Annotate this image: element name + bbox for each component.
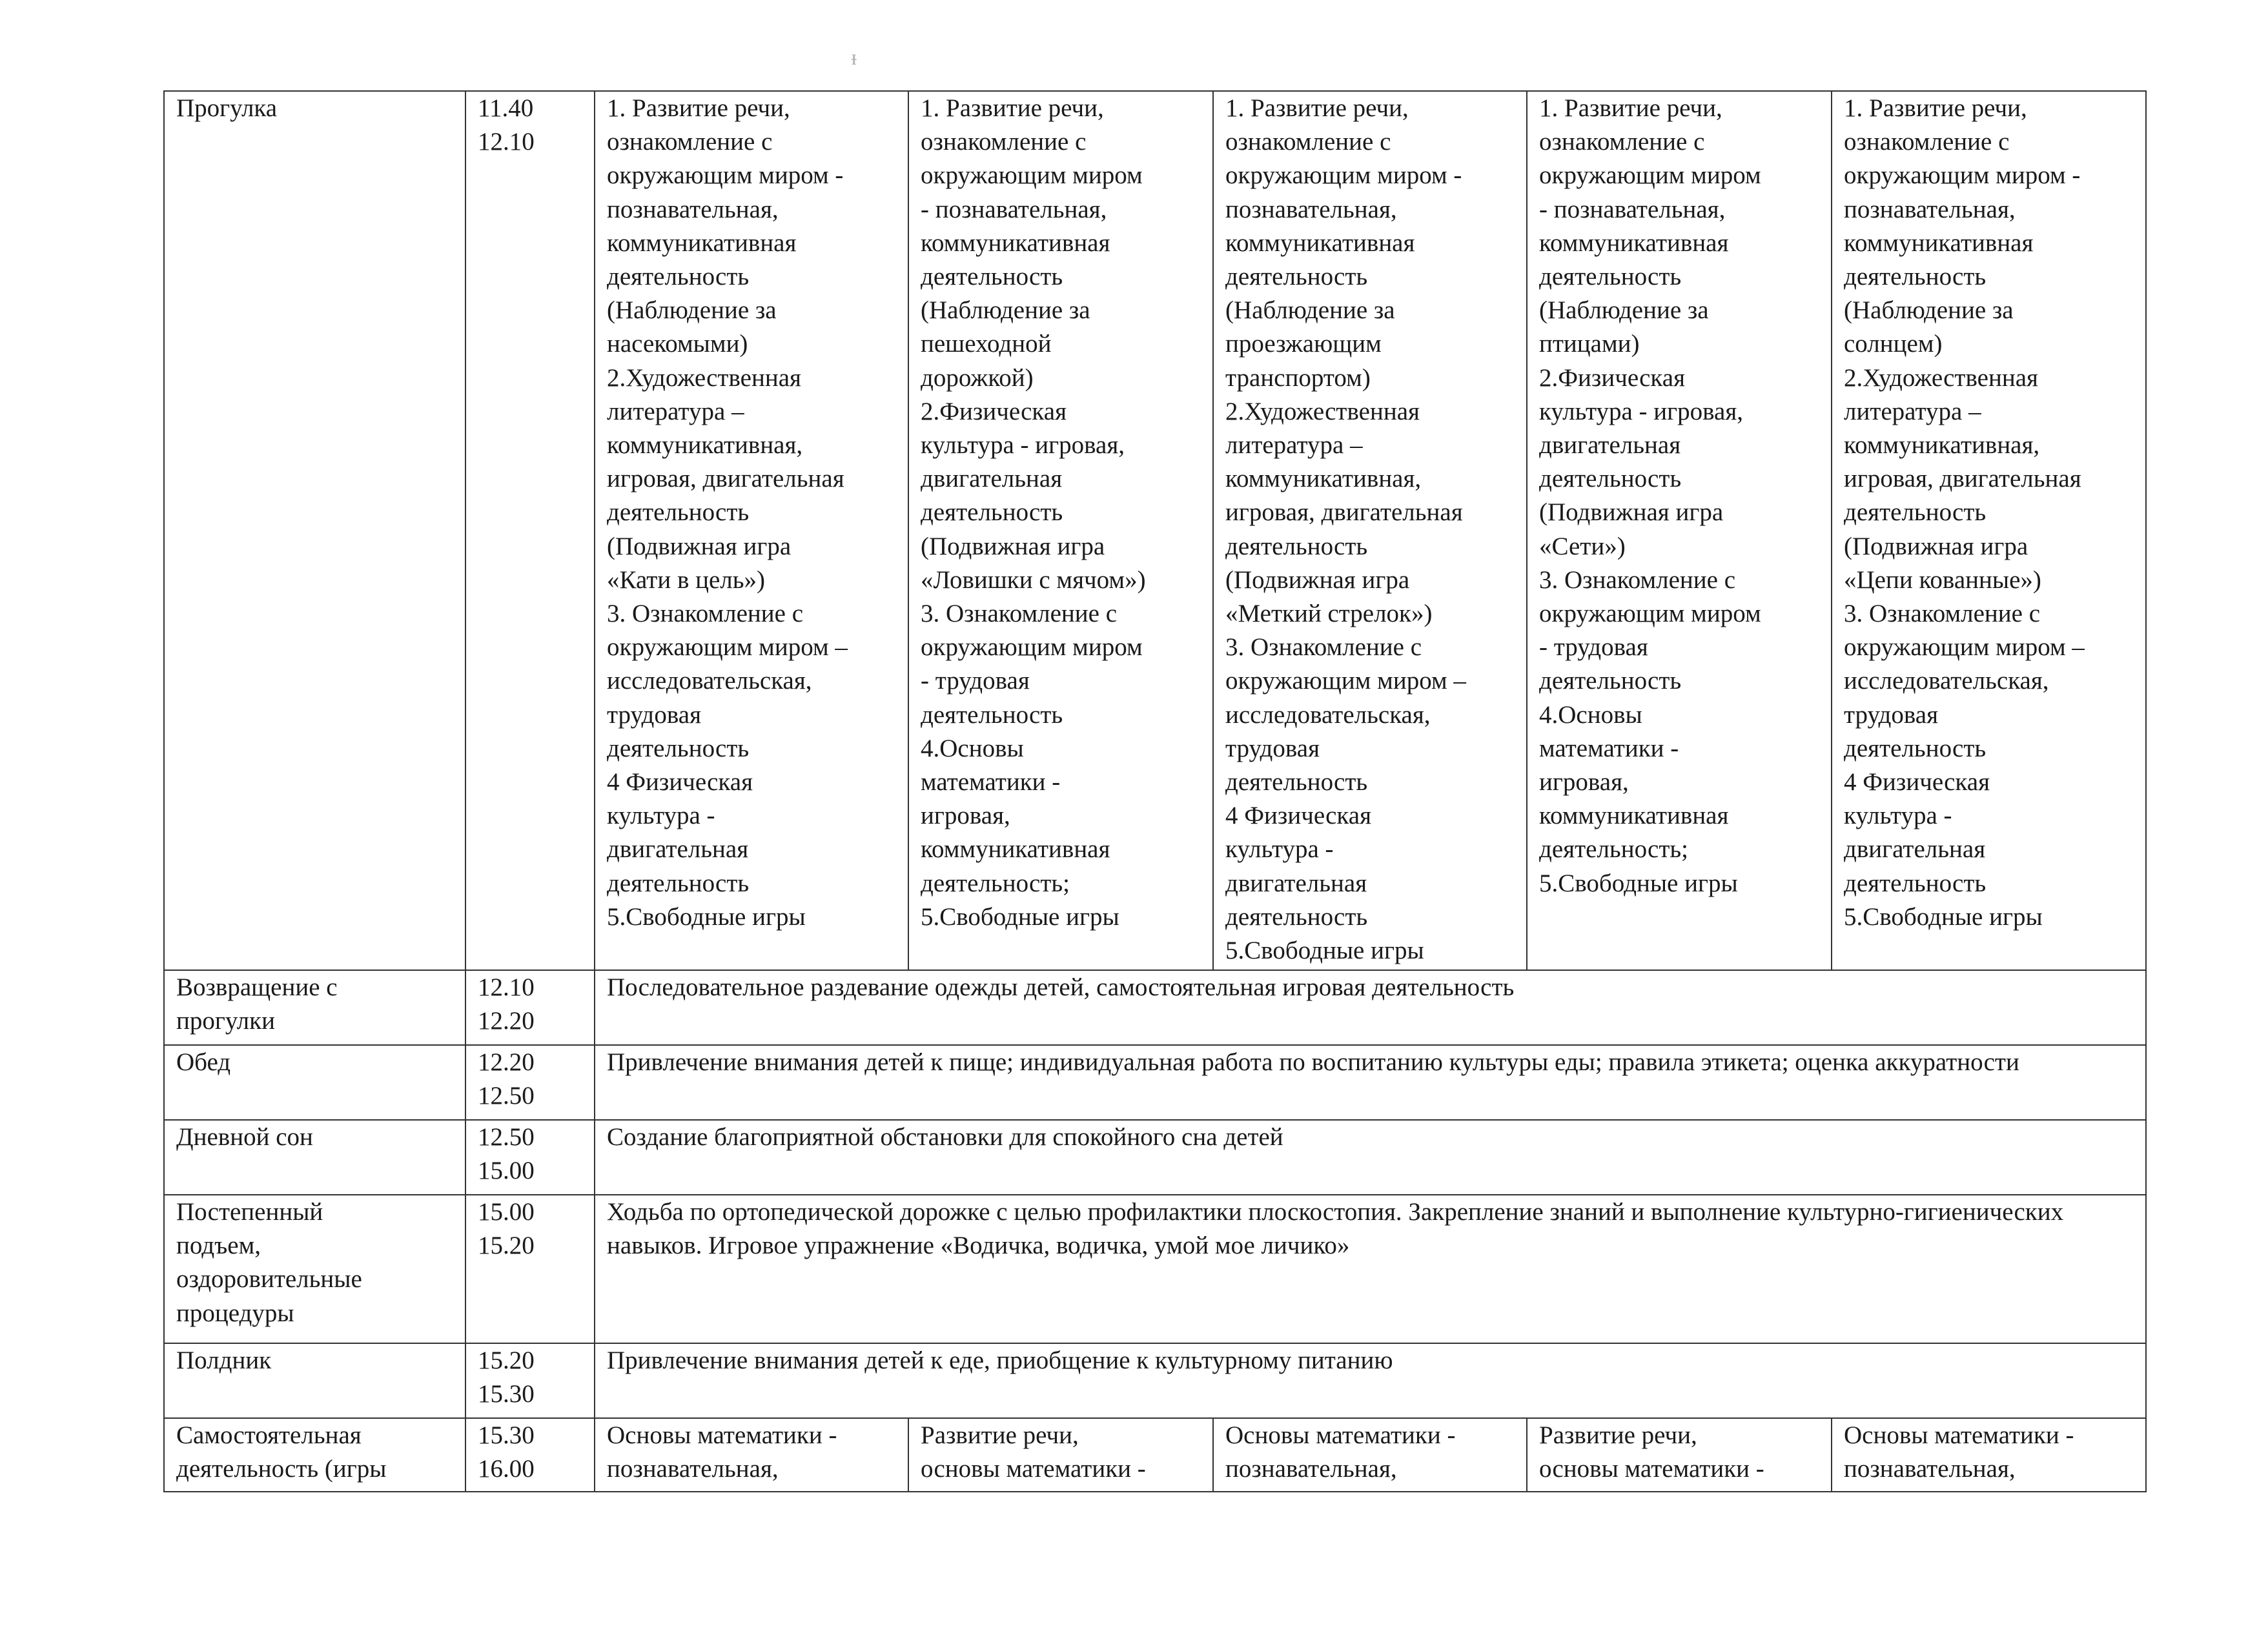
cell-text-line: 3. Ознакомление с xyxy=(1844,600,2041,628)
cell-text-line: 3. Ознакомление с xyxy=(607,600,804,628)
day-cell-1 xyxy=(595,91,908,970)
cell-text-line: - познавательная, xyxy=(1539,195,1726,223)
cell-text-line: 1. Развитие речи, xyxy=(921,94,1104,122)
cell-text-line: деятельность xyxy=(1539,263,1682,291)
cell-text-line: коммуникативная xyxy=(1844,228,2034,257)
cell-text-line: двигательная xyxy=(921,465,1063,493)
schedule-row-snack xyxy=(164,1343,2146,1418)
cell-text-line: коммуникативная xyxy=(921,228,1110,257)
cell-text-line: Развитие речи, xyxy=(1539,1421,1697,1449)
cell-text-line: коммуникативная, xyxy=(1844,431,2040,460)
cell-text-line: 2.Художественная xyxy=(1225,397,1420,425)
cell-text-line: 4.Основы xyxy=(1539,700,1642,729)
cell-text-line: (Подвижная игра xyxy=(1539,498,1724,527)
cell-text-line: литература – xyxy=(1844,397,1981,425)
cell-text-line: 1. Развитие речи, xyxy=(1225,94,1409,122)
activity-label-cell xyxy=(164,1343,465,1418)
cell-text-line: Постепенный xyxy=(176,1198,323,1226)
cell-text-line: двигательная xyxy=(1844,835,1986,864)
time-cell xyxy=(465,91,595,970)
cell-text-line: транспортом) xyxy=(1225,363,1371,392)
cell-text-line: окружающим миром xyxy=(1539,161,1761,190)
schedule-row-return xyxy=(164,970,2146,1045)
cell-text-line: познавательная, xyxy=(607,195,779,223)
cell-text-line: ознакомление с xyxy=(921,128,1087,156)
activity-label-cell xyxy=(164,1120,465,1195)
cell-text-line: литература – xyxy=(1225,431,1363,460)
cell-text-line: 3. Ознакомление с xyxy=(1225,633,1422,662)
cell-text-line: деятельность xyxy=(1844,263,1987,291)
cell-text-line: окружающим миром - xyxy=(1225,161,1462,190)
cell-text-line: (Подвижная игра xyxy=(921,532,1105,560)
cell-text-line: игровая, xyxy=(921,802,1010,830)
cell-text-line: деятельность xyxy=(1539,667,1682,695)
cell-text-line: познавательная, xyxy=(1225,195,1397,223)
cell-text-line: 2.Физическая xyxy=(921,397,1067,425)
cell-text-line: деятельность; xyxy=(921,869,1070,897)
cell-text-line: культура - xyxy=(1225,835,1334,864)
cell-text-line: 4 Физическая xyxy=(1844,768,1990,797)
time-start: 11.40 xyxy=(478,94,534,122)
cell-text-line: деятельность (игры xyxy=(176,1455,387,1483)
time-end: 15.30 xyxy=(478,1380,535,1408)
day-cell-3 xyxy=(1213,91,1527,970)
cell-text-line: насекомыми) xyxy=(607,330,748,358)
cell-text-line: исследовательская, xyxy=(607,667,812,695)
cell-text-line: деятельность xyxy=(1225,263,1368,291)
cell-text-line: Обед xyxy=(176,1048,231,1076)
cell-text-line: математики - xyxy=(921,768,1061,797)
time-end: 12.50 xyxy=(478,1082,535,1110)
cell-text-line: деятельность xyxy=(921,498,1063,527)
cell-text-line: оздоровительные xyxy=(176,1265,362,1294)
cell-text-line: подъем, xyxy=(176,1232,261,1260)
cell-text-line: 5.Свободные игры xyxy=(607,902,806,931)
cell-text-line: (Подвижная игра xyxy=(607,532,792,560)
cell-text-line: Самостоятельная xyxy=(176,1421,362,1449)
cell-text-line: основы математики - xyxy=(921,1455,1146,1483)
activity-label-cell xyxy=(164,91,465,970)
cell-text-line: (Наблюдение за xyxy=(921,296,1090,325)
cell-text-line: культура - xyxy=(1844,802,1952,830)
cell-text-line: деятельность xyxy=(1539,465,1682,493)
activity-label-cell xyxy=(164,1045,465,1120)
cell-text-line: культура - игровая, xyxy=(921,431,1125,460)
time-cell xyxy=(465,1120,595,1195)
schedule-row-sleep xyxy=(164,1120,2146,1195)
cell-text-line: деятельность xyxy=(1225,532,1368,560)
day-cell-2 xyxy=(908,1418,1213,1492)
cell-text-line: «Кати в цель») xyxy=(607,565,766,594)
description-cell xyxy=(595,1120,2146,1195)
cell-text-line: окружающим миром - xyxy=(607,161,844,190)
cell-text-line: (Наблюдение за xyxy=(1539,296,1709,325)
schedule-row-independent-activity xyxy=(164,1418,2146,1492)
cell-text-line: коммуникативная, xyxy=(1225,465,1422,493)
description-cell xyxy=(595,970,2146,1045)
schedule-row-wakeup xyxy=(164,1195,2146,1343)
cell-text-line: деятельность xyxy=(607,869,750,897)
time-cell xyxy=(465,970,595,1045)
cell-text-line: игровая, двигательная xyxy=(1844,465,2081,493)
time-start: 15.00 xyxy=(478,1198,535,1226)
time-end: 12.20 xyxy=(478,1007,535,1035)
cell-text-line: деятельность xyxy=(1844,734,1987,762)
activity-description: Создание благоприятной обстановки для спокойного сна детей xyxy=(607,1123,1283,1151)
cell-text-line: пешеходной xyxy=(921,330,1052,358)
time-end: 15.00 xyxy=(478,1157,535,1185)
cell-text-line: литература – xyxy=(607,397,744,425)
cell-text-line: окружающим миром xyxy=(1539,600,1761,628)
cell-text-line: окружающим миром – xyxy=(607,633,848,662)
cell-text-line: 1. Развитие речи, xyxy=(1539,94,1722,122)
cell-text-line: деятельность xyxy=(1225,768,1368,797)
activity-description: Привлечение внимания детей к пище; индивидуальная работа по воспитанию культуры еды; правила этикета; оценка аккуратности xyxy=(607,1048,2019,1076)
cell-text-line: Полдник xyxy=(176,1346,272,1374)
cell-text-line: 1. Развитие речи, xyxy=(607,94,790,122)
time-start: 15.30 xyxy=(478,1421,535,1449)
cell-text-line: Основы математики - xyxy=(1225,1421,1456,1449)
cell-text-line: ознакомление с xyxy=(1844,128,2010,156)
cell-text-line: птицами) xyxy=(1539,330,1640,358)
cell-text-line: трудовая xyxy=(1844,700,1939,729)
time-end: 12.10 xyxy=(478,128,535,156)
cell-text-line: окружающим миром - xyxy=(1844,161,2081,190)
activity-label-cell xyxy=(164,970,465,1045)
cell-text-line: ознакомление с xyxy=(1539,128,1705,156)
day-cell-5 xyxy=(1832,1418,2146,1492)
cell-text-line: познавательная, xyxy=(1844,1455,2016,1483)
cell-text-line: 5.Свободные игры xyxy=(1225,937,1424,965)
cell-text-line: коммуникативная xyxy=(607,228,797,257)
cell-text-line: (Подвижная игра xyxy=(1844,532,2028,560)
cell-text-line: игровая, двигательная xyxy=(607,465,844,493)
cell-text-line: культура - xyxy=(607,802,715,830)
cell-text-line: основы математики - xyxy=(1539,1455,1764,1483)
cell-text-line: деятельность; xyxy=(1539,835,1689,864)
cell-text-line: трудовая xyxy=(1225,734,1320,762)
day-cell-3 xyxy=(1213,1418,1527,1492)
schedule-row-lunch xyxy=(164,1045,2146,1120)
activity-label-cell xyxy=(164,1418,465,1492)
cell-text-line: Развитие речи, xyxy=(921,1421,1079,1449)
cell-text-line: Возвращение с xyxy=(176,973,338,1001)
cell-text-line: Дневной сон xyxy=(176,1123,313,1151)
activity-description: Ходьба по ортопедической дорожке с целью профилактики плоскостопия. Закрепление знаний и выполнение культурно-гигиенических навыков. Игровое упражнение «Водичка, водичка, умой мое личико» xyxy=(607,1198,2064,1260)
cell-text-line: деятельность xyxy=(1225,902,1368,931)
time-start: 12.20 xyxy=(478,1048,535,1076)
cell-text-line: двигательная xyxy=(1225,869,1367,897)
day-cell-5 xyxy=(1832,91,2146,970)
cell-text-line: культура - игровая, xyxy=(1539,397,1744,425)
daily-schedule-table xyxy=(163,90,2147,1492)
time-cell xyxy=(465,1418,595,1492)
cell-text-line: деятельность xyxy=(921,700,1063,729)
time-cell xyxy=(465,1045,595,1120)
day-cell-2 xyxy=(908,91,1213,970)
cell-text-line: процедуры xyxy=(176,1299,294,1327)
cell-text-line: 2.Художественная xyxy=(1844,363,2038,392)
cell-text-line: ознакомление с xyxy=(1225,128,1391,156)
cell-text-line: 4.Основы xyxy=(921,734,1024,762)
schedule-row-walk xyxy=(164,91,2146,970)
time-end: 16.00 xyxy=(478,1455,535,1483)
cell-text-line: окружающим миром – xyxy=(1225,667,1466,695)
cell-text-line: 4 Физическая xyxy=(1225,802,1372,830)
time-start: 12.10 xyxy=(478,973,535,1001)
cell-text-line: коммуникативная xyxy=(921,835,1110,864)
cell-text-line: окружающим миром xyxy=(921,633,1143,662)
cell-text-line: двигательная xyxy=(1539,431,1681,460)
description-cell xyxy=(595,1195,2146,1343)
cell-text-line: коммуникативная xyxy=(1539,802,1729,830)
cell-text-line: исследовательская, xyxy=(1844,667,2049,695)
cell-text-line: 5.Свободные игры xyxy=(1539,869,1738,897)
time-start: 15.20 xyxy=(478,1346,535,1374)
cell-text-line: 5.Свободные игры xyxy=(1844,902,2043,931)
cell-text-line: познавательная, xyxy=(1844,195,2016,223)
cell-text-line: окружающим миром xyxy=(921,161,1143,190)
time-start: 12.50 xyxy=(478,1123,535,1151)
day-cell-4 xyxy=(1527,1418,1832,1492)
day-cell-1 xyxy=(595,1418,908,1492)
activity-label: Прогулка xyxy=(176,94,278,122)
cell-text-line: - трудовая xyxy=(921,667,1030,695)
cell-text-line: деятельность xyxy=(1844,869,1987,897)
cell-text-line: «Сети») xyxy=(1539,532,1626,560)
cell-text-line: познавательная, xyxy=(607,1455,779,1483)
cell-text-line: коммуникативная xyxy=(1225,228,1415,257)
cell-text-line: игровая, двигательная xyxy=(1225,498,1463,527)
cell-text-line: дорожкой) xyxy=(921,363,1034,392)
cell-text-line: коммуникативная xyxy=(1539,228,1729,257)
scan-mark: ᵻ xyxy=(851,46,857,70)
cell-text-line: солнцем) xyxy=(1844,330,1943,358)
activity-description: Последовательное раздевание одежды детей, самостоятельная игровая деятельность xyxy=(607,973,1515,1001)
cell-text-line: прогулки xyxy=(176,1007,275,1035)
cell-text-line: математики - xyxy=(1539,734,1679,762)
cell-text-line: 3. Ознакомление с xyxy=(921,600,1118,628)
cell-text-line: 4 Физическая xyxy=(607,768,753,797)
cell-text-line: «Ловишки с мячом») xyxy=(921,565,1146,594)
cell-text-line: «Цепи кованные») xyxy=(1844,565,2041,594)
cell-text-line: трудовая xyxy=(607,700,702,729)
cell-text-line: деятельность xyxy=(1844,498,1987,527)
cell-text-line: «Меткий стрелок») xyxy=(1225,600,1433,628)
activity-label-cell xyxy=(164,1195,465,1343)
day-cell-4 xyxy=(1527,91,1832,970)
description-cell xyxy=(595,1045,2146,1120)
cell-text-line: игровая, xyxy=(1539,768,1629,797)
time-cell xyxy=(465,1343,595,1418)
cell-text-line: 2.Физическая xyxy=(1539,363,1686,392)
cell-text-line: деятельность xyxy=(607,734,750,762)
cell-text-line: (Подвижная игра xyxy=(1225,565,1410,594)
cell-text-line: проезжающим xyxy=(1225,330,1382,358)
cell-text-line: Основы математики - xyxy=(607,1421,837,1449)
cell-text-line: ознакомление с xyxy=(607,128,773,156)
cell-text-line: деятельность xyxy=(607,263,750,291)
cell-text-line: (Наблюдение за xyxy=(1225,296,1395,325)
cell-text-line: коммуникативная, xyxy=(607,431,803,460)
cell-text-line: двигательная xyxy=(607,835,749,864)
time-cell xyxy=(465,1195,595,1343)
cell-text-line: Основы математики - xyxy=(1844,1421,2074,1449)
description-cell xyxy=(595,1343,2146,1418)
cell-text-line: (Наблюдение за xyxy=(607,296,777,325)
cell-text-line: 2.Художественная xyxy=(607,363,801,392)
cell-text-line: 5.Свободные игры xyxy=(921,902,1119,931)
cell-text-line: 1. Развитие речи, xyxy=(1844,94,2027,122)
cell-text-line: деятельность xyxy=(607,498,750,527)
activity-description: Привлечение внимания детей к еде, приобщение к культурному питанию xyxy=(607,1346,1393,1374)
cell-text-line: деятельность xyxy=(921,263,1063,291)
cell-text-line: 3. Ознакомление с xyxy=(1539,565,1736,594)
cell-text-line: - трудовая xyxy=(1539,633,1648,662)
cell-text-line: познавательная, xyxy=(1225,1455,1397,1483)
cell-text-line: окружающим миром – xyxy=(1844,633,2085,662)
time-end: 15.20 xyxy=(478,1232,535,1260)
cell-text-line: (Наблюдение за xyxy=(1844,296,2014,325)
cell-text-line: - познавательная, xyxy=(921,195,1107,223)
cell-text-line: исследовательская, xyxy=(1225,700,1431,729)
